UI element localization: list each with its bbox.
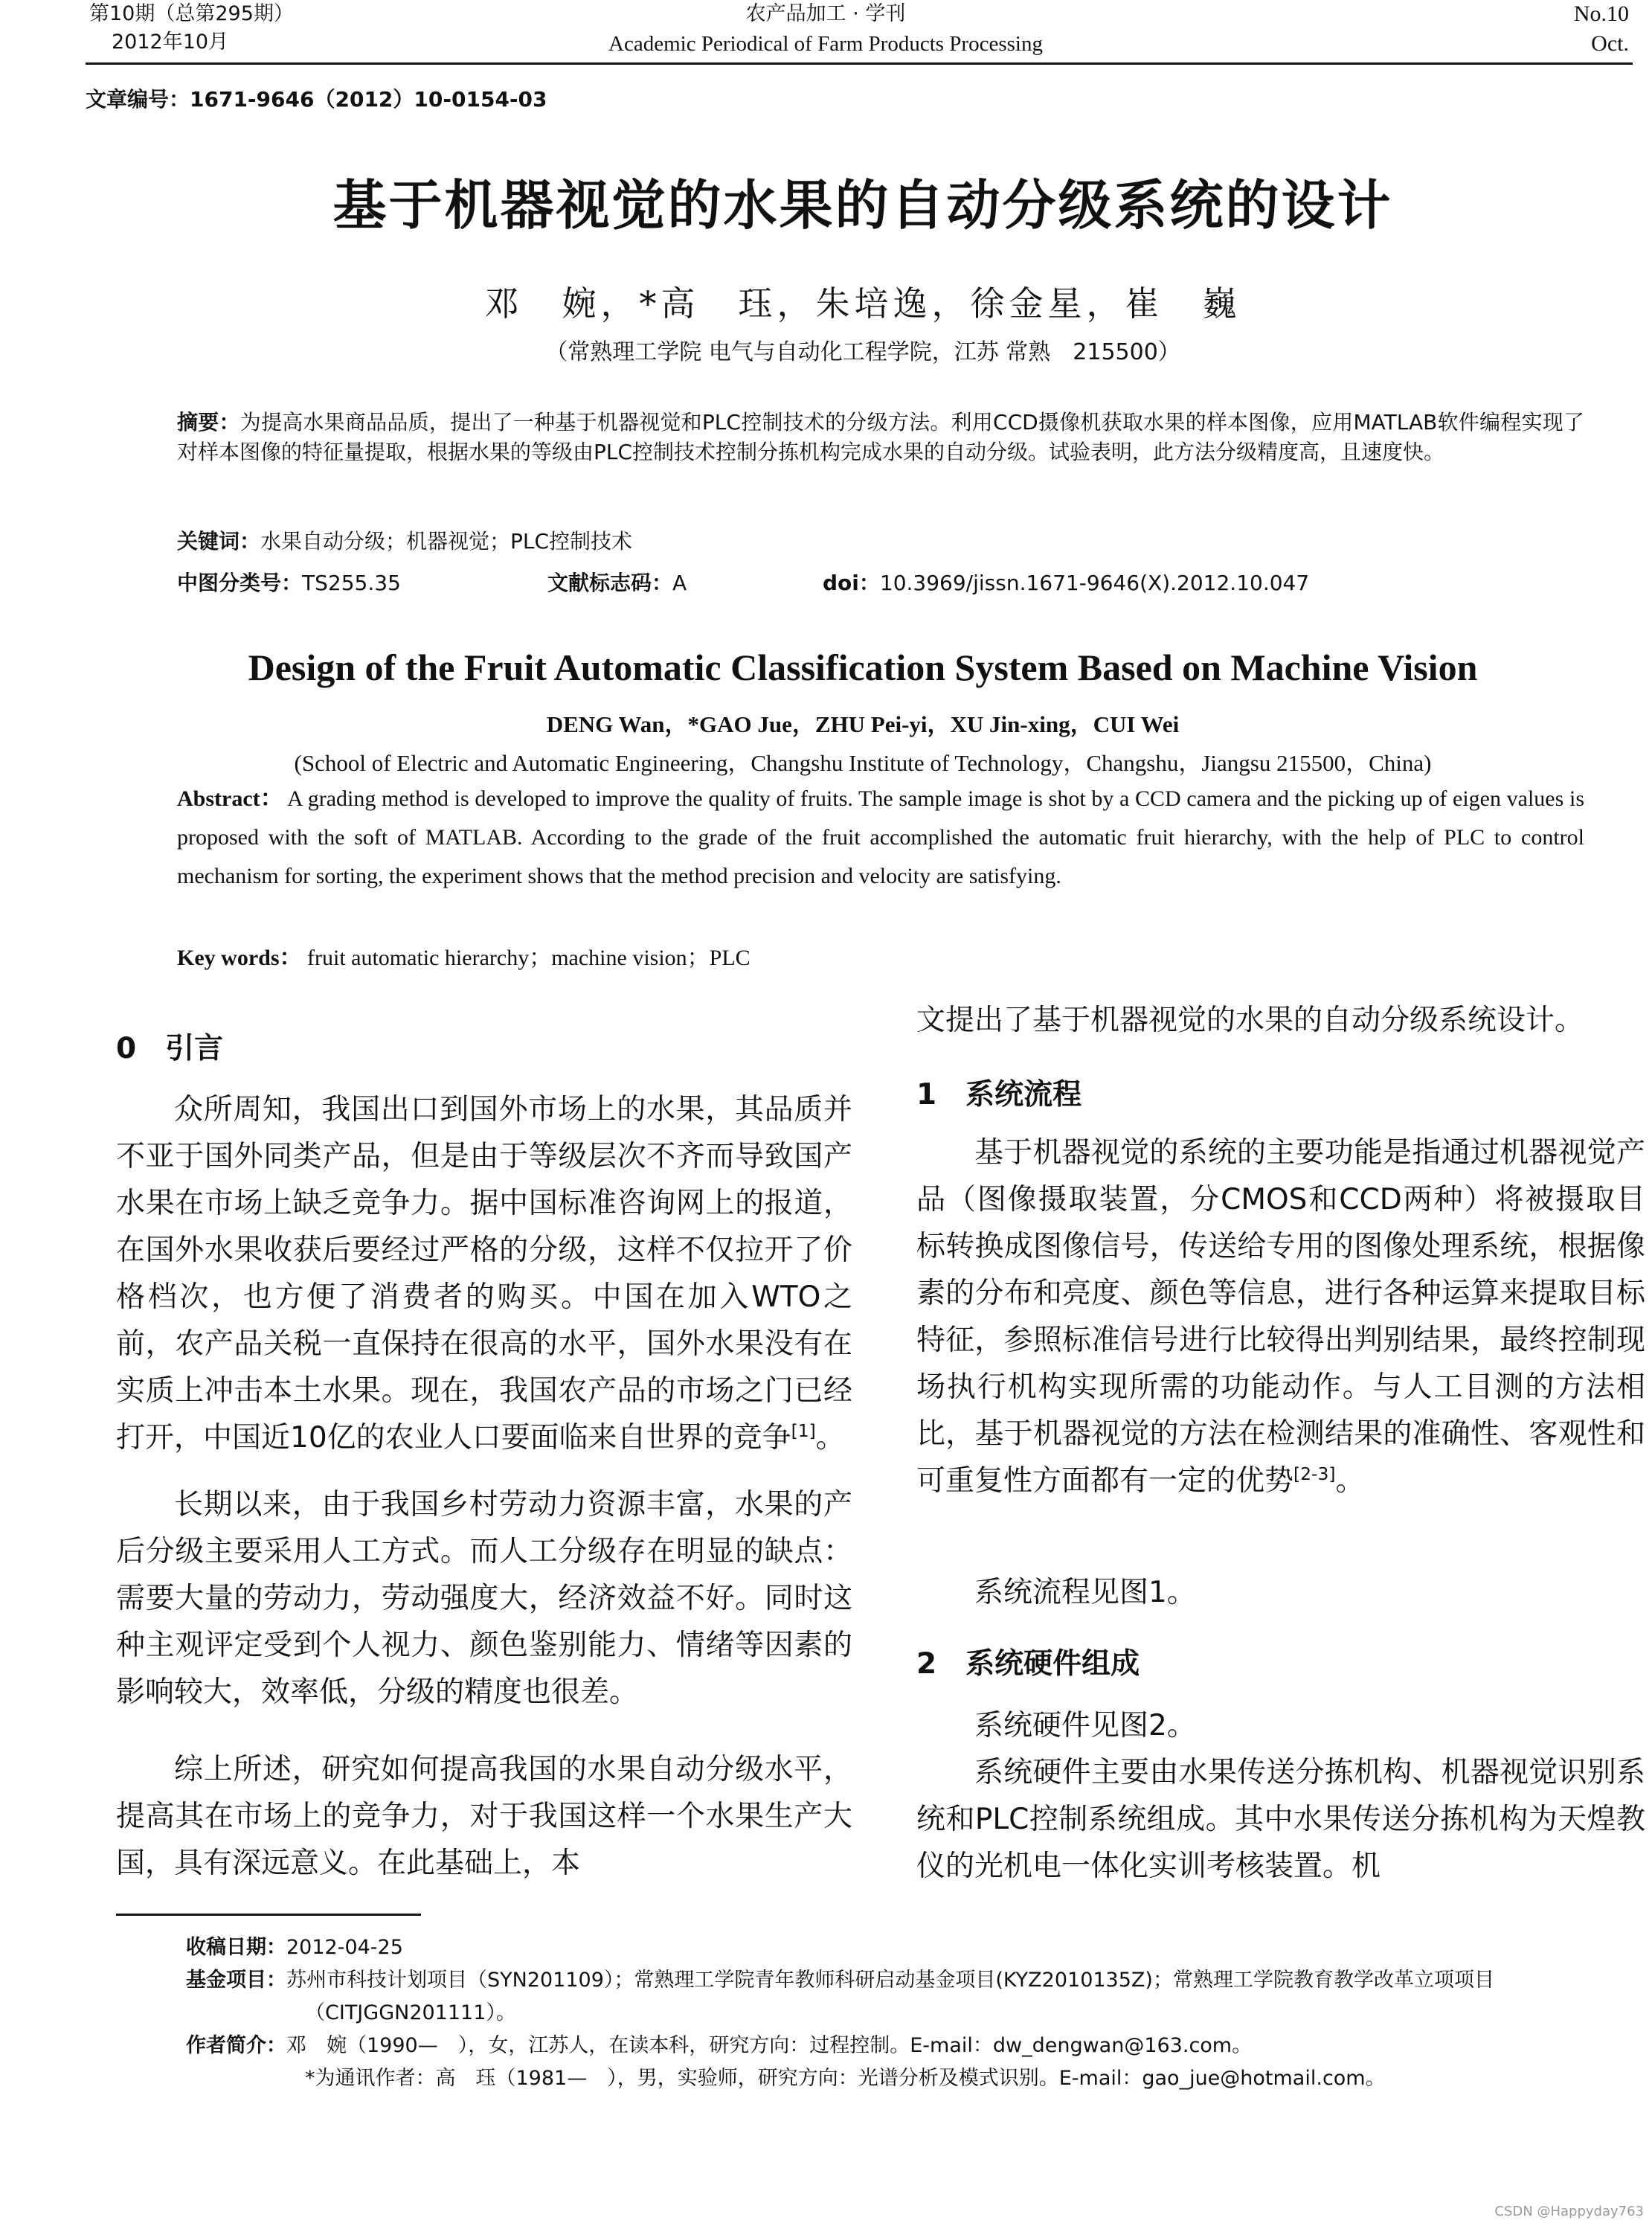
flow-paragraph: [916, 1129, 1645, 1504]
affiliation-zh: （常熟理工学院 电气与自动化工程学院，江苏 常熟 215500）: [545, 339, 1180, 365]
doc-code: [547, 568, 687, 598]
header-issue-en: No.10: [1573, 1, 1629, 26]
keywords-en-text: fruit automatic hierarchy；machine vision；PLC: [307, 946, 751, 970]
section-0-heading: 0 引言: [116, 1032, 224, 1065]
abstract-en: [177, 780, 1584, 896]
header-issue: 第10期（总第295期）: [89, 2, 294, 25]
intro-p1-end: 。: [815, 1421, 845, 1455]
footnote-corresponding: *为通讯作者：高 珏（1981— ），男，实验师，研究方向：光谱分析及模式识别。E-mail：gao_jue@hotmail.com。: [305, 2067, 1386, 2090]
footnote-rule: [116, 1914, 421, 1916]
keywords-en: [177, 939, 1584, 978]
fund-text: 苏州市科技计划项目（SYN201109）；常熟理工学院青年教师科研启动基金项目(KYZ2010135Z)；常熟理工学院教育教学改革立项项目（CITJGGN201111）。: [286, 1969, 1494, 2024]
footnote-author: [186, 2030, 1644, 2062]
right-continuation: 文提出了基于机器视觉的水果的自动分级系统设计。: [916, 1004, 1584, 1037]
author-label: 作者简介：: [186, 2034, 286, 2057]
watermark: CSDN @Happyday763: [1494, 2204, 1644, 2219]
intro-p1-text: 众所周知，我国出口到国外市场上的水果，其品质并不亚于国外同类产品，但是由于等级层次不齐而导致国产水果在市场上缺乏竞争力。据中国标准咨询网上的报道，在国外水果收获后要经过严格的分级，这样不仅拉开了价格档次，也方便了消费者的购买。中国在加入WTO之前，农产品关税一直保持在很高的水平，国外水果没有在实质上冲击本土水果。现在，我国农产品的市场之门已经打开，中国近10亿的农业人口要面临来自世界的竞争: [116, 1093, 852, 1455]
hardware-figure-ref: 系统硬件见图2。: [974, 1709, 1196, 1742]
flow-p1-text: 基于机器视觉的系统的主要功能是指通过机器视觉产品（图像摄取装置，分CMOS和CCD两种）将被摄取目标转换成图像信号，传送给专用的图像处理系统，根据像素的分布和亮度、颜色等信息，进行各种运算来提取目标特征，参照标准信号进行比较得出判别结果，最终控制现场执行机构实现所需的功能动作。与人工目测的方法相比，基于机器视觉的方法在检测结果的准确性、客观性和可重复性方面都有一定的优势: [916, 1136, 1645, 1498]
affiliation-en: (School of Electric and Automatic Engineering，Changshu Institute of Technology，Changshu，Jiangsu 215500，China): [294, 750, 1432, 776]
clc-value: TS255.35: [302, 571, 401, 595]
doc-label: 文献标志码：: [547, 571, 673, 595]
clc-label: 中图分类号：: [177, 571, 303, 595]
section-1-heading: 1 系统流程: [916, 1078, 1082, 1112]
title-zh: 基于机器视觉的水果的自动分级系统的设计: [332, 174, 1393, 237]
footnote-fund: [186, 1964, 1644, 2030]
doi-label: doi：: [823, 571, 880, 595]
intro-paragraph-2: 长期以来，由于我国乡村劳动力资源丰富，水果的产后分级主要采用人工方式。而人工分级存在明显的缺点：需要大量的劳动力，劳动强度大，经济效益不好。同时这种主观评定受到个人视力、颜色鉴别能力、情绪等因素的影响较大，效率低，分级的精度也很差。: [116, 1488, 852, 1709]
title-en: Design of the Fruit Automatic Classification System Based on Machine Vision: [248, 647, 1478, 688]
intro-paragraph-1: [116, 1086, 852, 1461]
header-journal-en: Academic Periodical of Farm Products Processing: [608, 32, 1043, 56]
header-date: 2012年10月: [112, 31, 229, 54]
doc-value: A: [672, 571, 687, 595]
flow-p1-end: 。: [1335, 1464, 1365, 1498]
keywords-zh-label: 关键词：: [177, 529, 261, 554]
fund-label: 基金项目：: [186, 1969, 286, 1992]
header-rule: [86, 62, 1633, 65]
authors-zh: 邓 婉，*高 珏，朱培逸，徐金星，崔 巍: [484, 283, 1241, 324]
intro-p1-ref: [1]: [791, 1420, 816, 1441]
flow-figure-ref: 系统流程见图1。: [974, 1576, 1196, 1609]
intro-paragraph-3: 综上所述，研究如何提高我国的水果自动分级水平，提高其在市场上的竞争力，对于我国这样一个水果生产大国，具有深远意义。在此基础上，本: [116, 1753, 852, 1880]
received-date: 2012-04-25: [286, 1936, 403, 1959]
abstract-zh-label: 摘要：: [177, 410, 240, 434]
doi-value: 10.3969/jissn.1671-9646(X).2012.10.047: [879, 571, 1310, 595]
flow-p1-ref: [2-3]: [1293, 1463, 1336, 1484]
header-month-en: Oct.: [1591, 31, 1629, 56]
header-journal-zh: 农产品加工 · 学刊: [745, 2, 906, 25]
author-text: 邓 婉（1990— ），女，江苏人，在读本科，研究方向：过程控制。E-mail：dw_dengwan@163.com。: [286, 2034, 1253, 2057]
authors-en: DENG Wan，*GAO Jue，ZHU Pei-yi，XU Jin-xing，CUI Wei: [546, 711, 1180, 737]
keywords-zh: [177, 527, 1584, 557]
abstract-en-text: A grading method is developed to improve the quality of fruits. The sample image is shot by a CCD camera and the picking up of eigen values is proposed with the soft of MATLAB. According to the grade of the fruit accomplished the automatic fruit hierarchy, with the help of PLC to control mechanism for sorting, the experiment shows that the method precision and velocity are satisfying.: [177, 786, 1584, 888]
keywords-zh-text: 水果自动分级；机器视觉；PLC控制技术: [260, 529, 633, 554]
classification-row: [177, 568, 1584, 598]
abstract-zh-text: 为提高水果商品品质，提出了一种基于机器视觉和PLC控制技术的分级方法。利用CCD摄像机获取水果的样本图像，应用MATLAB软件编程实现了对样本图像的特征量提取，根据水果的等级由PLC控制技术控制分拣机构完成水果的自动分级。试验表明，此方法分级精度高，且速度快。: [177, 410, 1584, 464]
abstract-en-label: Abstract：: [177, 786, 283, 811]
article-number: 文章编号：1671-9646（2012）10-0154-03: [86, 87, 547, 112]
hardware-paragraph: 系统硬件主要由水果传送分拣机构、机器视觉识别系统和PLC控制系统组成。其中水果传送分拣机构为天煌教仪的光机电一体化实训考核装置。机: [916, 1756, 1645, 1883]
abstract-zh: [177, 408, 1584, 467]
keywords-en-label: Key words：: [177, 946, 302, 970]
section-2-heading: 2 系统硬件组成: [916, 1647, 1140, 1681]
doi: [823, 568, 1309, 598]
footnote-received: [186, 1931, 1644, 1964]
received-label: 收稿日期：: [186, 1936, 286, 1959]
